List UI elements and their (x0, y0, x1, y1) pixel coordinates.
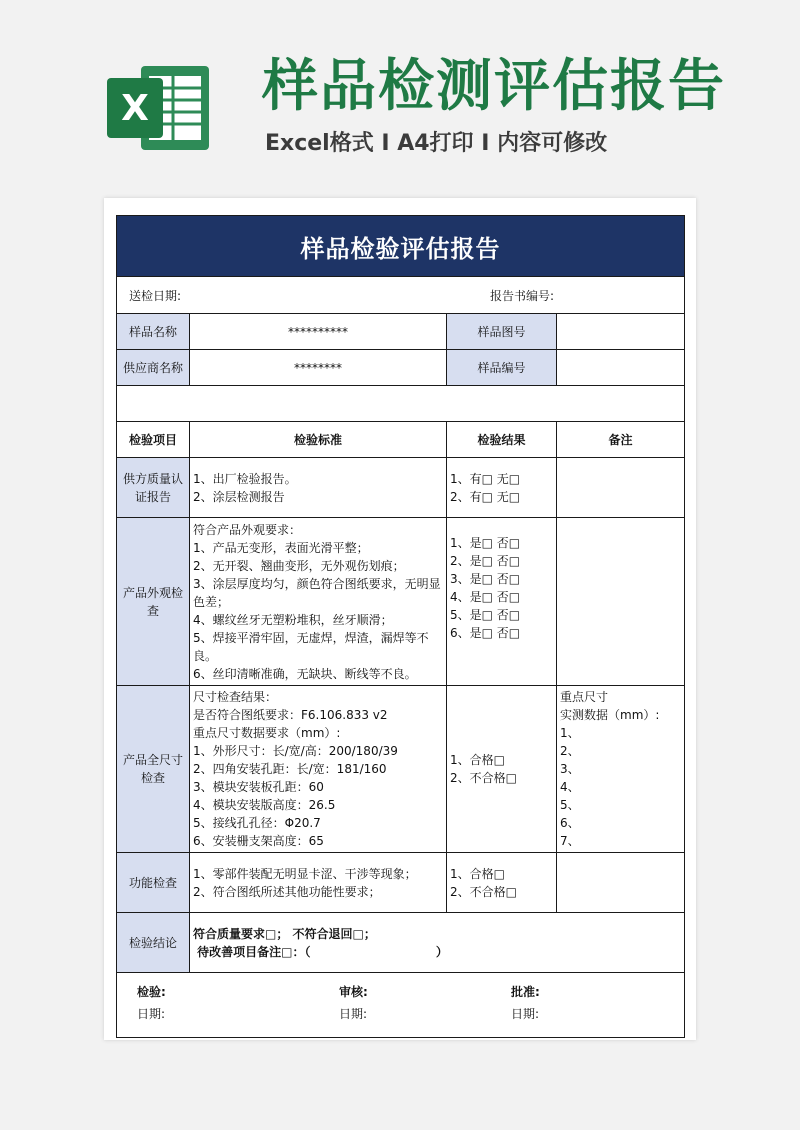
inspect-date-label: 日期: (137, 1007, 166, 1021)
approve-sign[interactable] (511, 981, 540, 1025)
row-item: 功能检查 (117, 853, 190, 913)
submit-date-label: 送检日期: (129, 289, 182, 303)
logo-letter: X (121, 88, 149, 129)
banner-title: 样品检测评估报告 (262, 54, 726, 119)
sample-name-value[interactable]: ********** (190, 314, 447, 350)
inspect-label: 检验: (137, 985, 166, 999)
header-item: 检验项目 (117, 422, 190, 458)
row-result[interactable]: 1、合格□ 2、不合格□ (447, 686, 557, 853)
header-result: 检验结果 (447, 422, 557, 458)
sample-drawing-label: 样品图号 (447, 314, 557, 350)
header-note: 备注 (557, 422, 685, 458)
row-item: 产品全尺寸检查 (117, 686, 190, 853)
blank-row (117, 386, 685, 422)
inspect-sign[interactable] (137, 981, 166, 1025)
report-table (116, 215, 685, 1038)
signature-row (117, 973, 685, 1038)
report-no-label: 报告书编号: (489, 289, 554, 303)
banner (0, 0, 800, 190)
row-standard: 1、零部件装配无明显卡涩、干涉等现象； 2、符合图纸所述其他功能性要求； (190, 853, 447, 913)
row-note[interactable] (557, 458, 685, 518)
sample-name-label: 样品名称 (117, 314, 190, 350)
excel-logo-icon (103, 58, 213, 158)
sample-no-label: 样品编号 (447, 350, 557, 386)
sample-no-value[interactable] (557, 350, 685, 386)
row-standard: 尺寸检查结果： 是否符合图纸要求：F6.106.833 v2 重点尺寸数据要求（mm）: 1、外形尺寸：长/宽/高：200/180/39 2、四角安装孔距：长/宽：181/160 3、模块安装板孔距：60 4、模块安装版高度：26.5 5、接线孔孔径：Φ20.7 6、安装栅支架高度：65 (190, 686, 447, 853)
row-note[interactable]: 重点尺寸 实测数据（mm）: 1、 2、 3、 4、 5、 6、 7、 (557, 686, 685, 853)
approve-label: 批准: (511, 985, 540, 999)
review-label: 审核: (339, 985, 368, 999)
header-standard: 检验标准 (190, 422, 447, 458)
supplier-label: 供应商名称 (117, 350, 190, 386)
report-sheet (104, 198, 696, 1040)
row-standard: 1、出厂检验报告。 2、涂层检测报告 (190, 458, 447, 518)
report-title: 样品检验评估报告 (117, 216, 685, 277)
row-result[interactable]: 1、合格□ 2、不合格□ (447, 853, 557, 913)
row-standard: 符合产品外观要求： 1、产品无变形，表面光滑平整； 2、无开裂、翘曲变形，无外观伤划痕； 3、涂层厚度均匀，颜色符合图纸要求，无明显色差； 4、螺纹丝牙无塑粉堆积，丝牙顺滑； 5、焊接平滑牢固，无虚焊，焊渣，漏焊等不良。 6、丝印清晰准确，无缺块、断线等不良。 (190, 518, 447, 686)
row-note[interactable] (557, 853, 685, 913)
submit-info-row (117, 277, 685, 314)
row-item: 产品外观检查 (117, 518, 190, 686)
review-date-label: 日期: (339, 1007, 368, 1021)
conclusion-text[interactable] (190, 913, 685, 973)
banner-subtitle: Excel格式 I A4打印 I 内容可修改 (265, 131, 608, 156)
supplier-value[interactable]: ******** (190, 350, 447, 386)
conclusion-line-1: 符合质量要求□； 不符合退回□； (193, 926, 376, 941)
approve-date-label: 日期: (511, 1007, 540, 1021)
row-result[interactable]: 1、是□ 否□ 2、是□ 否□ 3、是□ 否□ 4、是□ 否□ 5、是□ 否□ 6、是□ 否□ (447, 518, 557, 686)
sample-drawing-value[interactable] (557, 314, 685, 350)
row-item: 供方质量认证报告 (117, 458, 190, 518)
row-note[interactable] (557, 518, 685, 686)
review-sign[interactable] (339, 981, 368, 1025)
conclusion-line-2: 待改善项目备注□：（ ） (193, 944, 448, 959)
row-result[interactable]: 1、有□ 无□ 2、有□ 无□ (447, 458, 557, 518)
conclusion-label: 检验结论 (117, 913, 190, 973)
